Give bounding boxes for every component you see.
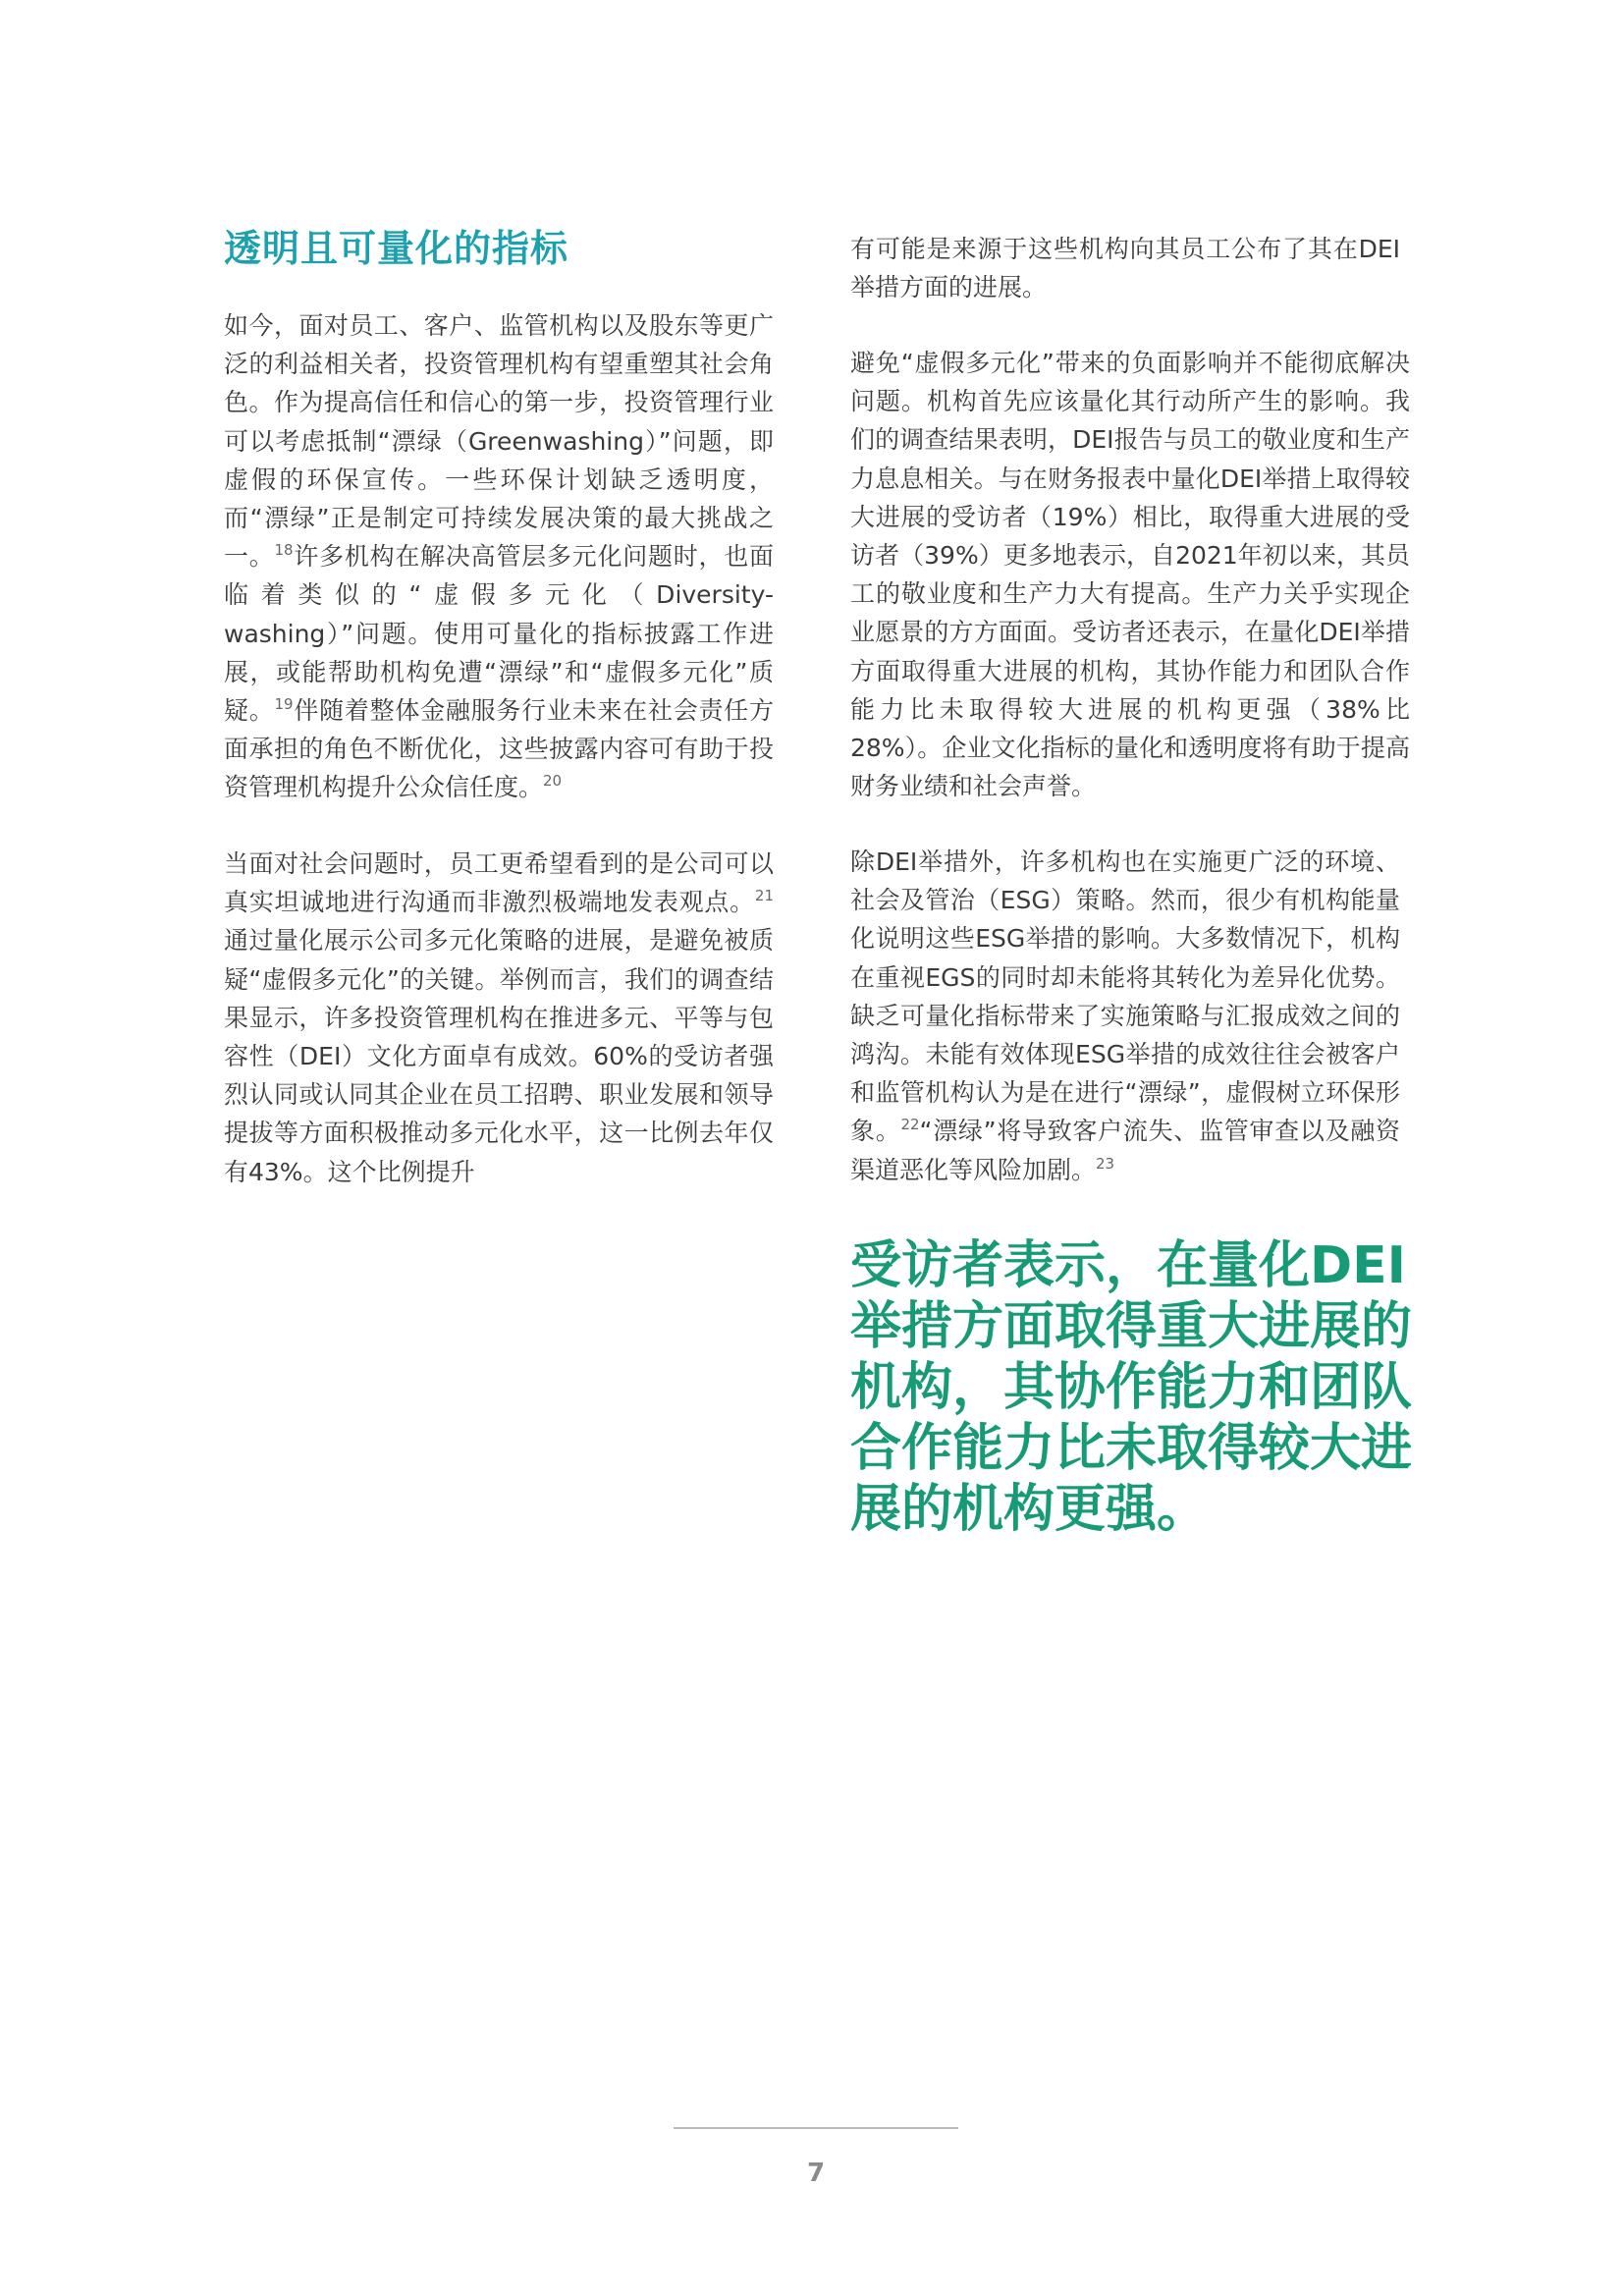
footnote-ref-23: 23 bbox=[1096, 1154, 1115, 1173]
right-p3-text-a: 除DEI举措外，许多机构也在实施更广泛的环境、社会及管治（ESG）策略。然而，很少有机构能量化说明这些ESG举措的影响。大多数情况下，机构在重视EGS的同时却未能将其转化为差异化优势。缺乏可量化指标带来了实施策略与汇报成效之间的鸿沟。未能有效体现ESG举措的成效往往会被客户和监管机构认为是在进行“漂绿”，虚假树立环保形象。 bbox=[850, 847, 1400, 1146]
left-p2-text-a: 当面对社会问题时，员工更希望看到的是公司可以真实坦诚地进行沟通而非激烈极端地发表观点。 bbox=[224, 849, 774, 917]
right-paragraph-3 bbox=[850, 843, 1400, 1189]
pull-quote: 受访者表示，在量化DEI举措方面取得重大进展的机构，其协作能力和团队合作能力比未取得较大进展的机构更强。 bbox=[850, 1236, 1413, 1539]
left-p1-text-b: 许多机构在解决高管层多元化问题时，也面临着类似的“虚假多元化（Diversity-washing）”问题。使用可量化的指标披露工作进展，或能帮助机构免遭“漂绿”和“虚假多元化”质疑。 bbox=[224, 542, 774, 726]
right-paragraph-1: 有可能是来源于这些机构向其员工公布了其在DEI举措方面的进展。 bbox=[850, 235, 1400, 302]
page-number: 7 bbox=[806, 2159, 826, 2188]
section-heading: 透明且可量化的指标 bbox=[224, 227, 569, 270]
left-p2-text-b: 通过量化展示公司多元化策略的进展，是避免被质疑“虚假多元化”的关键。举例而言，我们的调查结果显示，许多投资管理机构在推进多元、平等与包容性（DEI）文化方面卓有成效。60%的受访者强烈认同或认同其企业在员工招聘、职业发展和领导提拔等方面积极推动多元化水平，这一比例去年仅有43%。这个比例提升 bbox=[224, 926, 774, 1186]
footnote-ref-20: 20 bbox=[543, 772, 563, 791]
left-p1-text-c: 伴随着整体金融服务行业未来在社会责任方面承担的角色不断优化，这些披露内容可有助于投资管理机构提升公众信任度。 bbox=[224, 696, 774, 802]
footnote-ref-21: 21 bbox=[754, 887, 774, 905]
footnote-ref-19: 19 bbox=[274, 695, 294, 714]
left-paragraph-2 bbox=[224, 845, 774, 1191]
right-p3-text-b: “漂绿”将导致客户流失、监管审查以及融资渠道恶化等风险加剧。 bbox=[850, 1117, 1400, 1184]
left-paragraph-1 bbox=[224, 306, 774, 807]
footnote-ref-18: 18 bbox=[274, 541, 294, 560]
footer-divider bbox=[674, 2127, 958, 2129]
right-paragraph-2: 避免“虚假多元化”带来的负面影响并不能彻底解决问题。机构首先应该量化其行动所产生的影响。我们的调查结果表明，DEI报告与员工的敬业度和生产力息息相关。与在财务报表中量化DEI举措上取得较大进展的受访者（19%）相比，取得重大进展的受访者（39%）更多地表示，自2021年初以来，其员工的敬业度和生产力大有提高。生产力关乎实现企业愿景的方方面面。受访者还表示，在量化DEI举措方面取得重大进展的机构，其协作能力和团队合作能力比未取得较大进展的机构更强（38%比28%）。企业文化指标的量化和透明度将有助于提高财务业绩和社会声誉。 bbox=[850, 349, 1410, 801]
footnote-ref-22: 22 bbox=[900, 1116, 920, 1134]
left-p1-text-a: 如今，面对员工、客户、监管机构以及股东等更广泛的利益相关者，投资管理机构有望重塑其社会角色。作为提高信任和信心的第一步，投资管理行业可以考虑抵制“漂绿（Greenwashing）”问题，即虚假的环保宣传。一些环保计划缺乏透明度，而“漂绿”正是制定可持续发展决策的最大挑战之一。 bbox=[224, 311, 774, 572]
